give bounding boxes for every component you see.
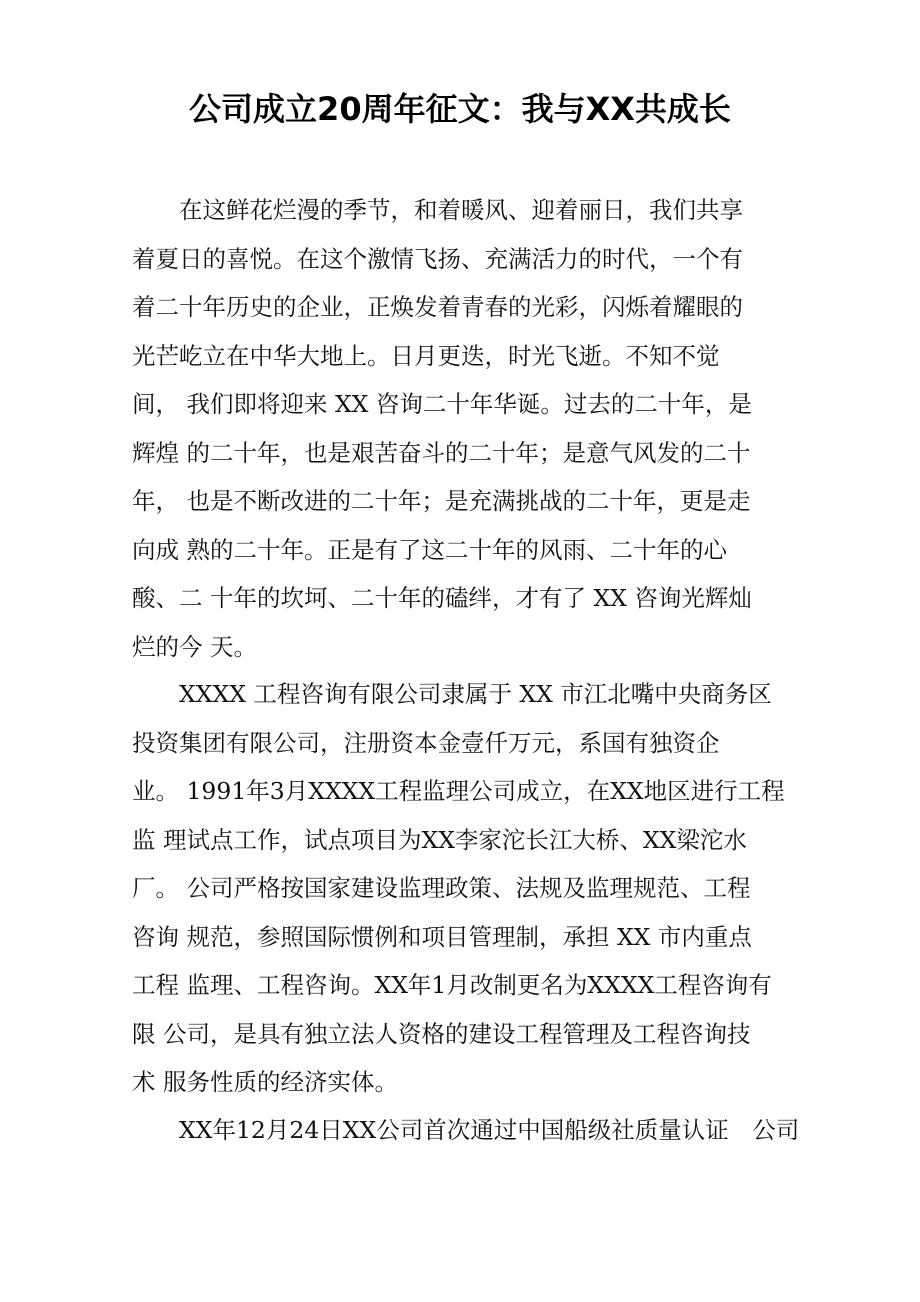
text-line: 在这鲜花烂漫的季节，和着暖风、迎着丽日，我们共享: [132, 196, 743, 224]
text-line: 向成 熟的二十年。正是有了这二十年的风雨、二十年的心: [132, 535, 727, 564]
text-line: 术 服务性质的经济实体。: [132, 1068, 398, 1096]
text-line: 工程 监理、工程咨询。XX年1月改制更名为XXXX工程咨询有: [132, 971, 772, 999]
text-line: 年， 也是不断改进的二十年；是充满挑战的二十年，更是走: [132, 487, 751, 515]
text-line: XX年12月24日XX公司首次通过中国船级社质量认证 公司: [132, 1116, 800, 1144]
text-line: 烂的今 天。: [132, 632, 257, 661]
text-line: 投资集团有限公司，注册资本金壹仟万元，系国有独资企: [132, 728, 720, 757]
text-line: 间， 我们即将迎来 XX 咨询二十年华诞。过去的二十年，是: [132, 390, 752, 418]
document-title: 公司成立20周年征文：我与XX共成长: [189, 90, 731, 128]
paragraph-2: [132, 670, 792, 1107]
paragraph-3: [132, 1106, 800, 1155]
text-line: 业。 1991年3月XXXX工程监理公司成立，在XX地区进行工程: [132, 777, 785, 805]
text-line: 厂。 公司严格按国家建设监理政策、法规及监理规范、工程: [132, 874, 751, 902]
text-line: XXXX 工程咨询有限公司隶属于 XX 市江北嘴中央商务区: [132, 680, 772, 708]
text-line: 咨询 规范，参照国际惯例和项目管理制，承担 XX 市内重点: [132, 922, 752, 951]
text-line: 着二十年历史的企业，正焕发着青春的光彩，闪烁着耀眼的: [132, 293, 743, 321]
text-line: 光芒屹立在中华大地上。日月更迭，时光飞逝。不知不觉: [132, 341, 720, 370]
text-line: 酸、二 十年的坎坷、二十年的磕绊，才有了 XX 咨询光辉灿: [132, 584, 752, 612]
text-line: 着夏日的喜悦。在这个激情飞扬、充满活力的时代，一个有: [132, 244, 743, 273]
text-line: 监 理试点工作，试点项目为XX李家沱长江大桥、XX梁沱水: [132, 825, 747, 854]
text-line: 限 公司，是具有独立法人资格的建设工程管理及工程咨询技: [132, 1019, 751, 1048]
paragraph-1: [132, 186, 792, 671]
text-line: 辉煌 的二十年，也是艰苦奋斗的二十年；是意气风发的二十: [132, 438, 751, 467]
